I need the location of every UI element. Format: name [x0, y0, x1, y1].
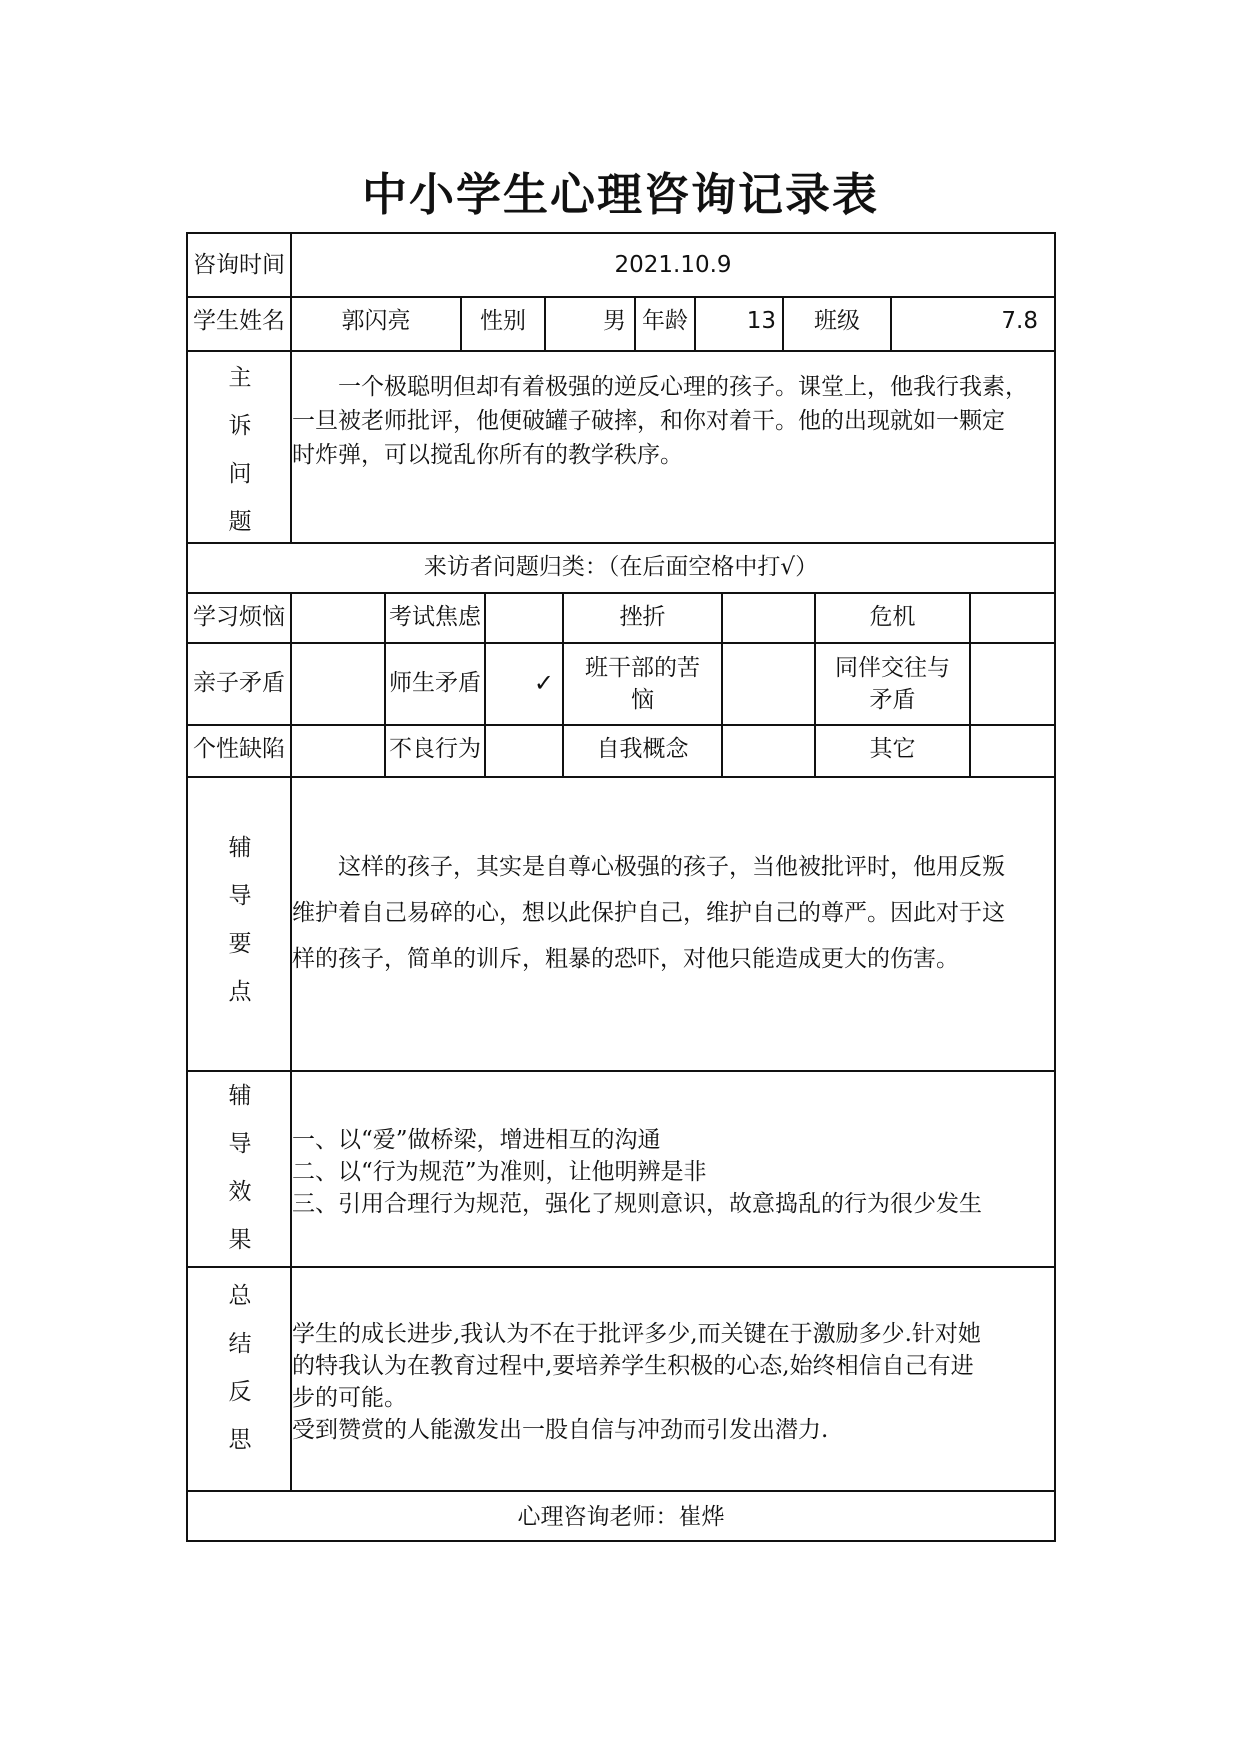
category-self-concept: 自我概念 [596, 736, 689, 762]
page-title: 中小学生心理咨询记录表 [361, 168, 879, 221]
category-bad-behavior: 不良行为 [389, 736, 481, 762]
complaint-label: 主 诉 问 题 [228, 365, 252, 535]
time-label: 咨询时间 [193, 252, 285, 278]
category-parent-child-conflict: 亲子矛盾 [193, 670, 285, 696]
name-label: 学生姓名 [193, 308, 285, 334]
category-study-trouble: 学习烦恼 [193, 604, 285, 630]
guidance-points-label: 辅 导 要 点 [228, 835, 252, 1005]
category-other: 其它 [869, 736, 916, 762]
age-label: 年龄 [642, 308, 688, 334]
category-crisis: 危机 [869, 604, 916, 630]
category-cadre-trouble: 班干部的苦 恼 [585, 655, 700, 713]
category-exam-anxiety: 考试焦虑 [389, 604, 481, 630]
category-personality-defect: 个性缺陷 [193, 736, 285, 762]
class-label: 班级 [814, 308, 860, 334]
guidance-effect-label: 辅 导 效 果 [228, 1083, 252, 1253]
guidance-points-text: 这样的孩子，其实是自尊心极强的孩子，当他被批评时，他用反叛 维护着自己易碎的心，想以此保护自己，维护自己的尊严。因此对于这 样的孩子，简单的训斥，粗暴的恐吓，对他只能造成更大的伤害。 [292, 854, 1005, 972]
guidance-effect-text: 一、以“爱”做桥梁，增进相互的沟通 二、以“行为规范”为准则，让他明辨是非 三、引用合理行为规范，强化了规则意识，故意捣乱的行为很少发生 [292, 1127, 982, 1217]
category-peer-relations: 同伴交往与 矛盾 [835, 655, 950, 713]
summary-text: 学生的成长进步,我认为不在于批评多少,而关键在于激励多少.针对她 的特我认为在教育过程中,要培养学生积极的心态,始终相信自己有进 步的可能。 受到赞赏的人能激发出一股自信与冲劲而引发出潜力. [292, 1321, 981, 1443]
time-value: 2021.10.9 [614, 252, 732, 278]
gender-label: 性别 [480, 308, 526, 334]
category-teacher-student-conflict: 师生矛盾 [389, 670, 481, 696]
consultation-record-table [186, 232, 1056, 1542]
category-heading: 来访者问题归类：（在后面空格中打√） [423, 554, 819, 580]
category-frustration: 挫折 [619, 604, 666, 630]
student-class: 7.8 [1001, 308, 1038, 334]
complaint-text: 一个极聪明但却有着极强的逆反心理的孩子。课堂上，他我行我素， 一旦被老师批评，他便破罐子破摔，和你对着干。他的出现就如一颗定 时炸弹，可以搅乱你所有的教学秩序。 [292, 374, 1028, 468]
summary-label: 总 结 反 思 [228, 1283, 252, 1453]
student-gender: 男 [603, 308, 626, 334]
student-age: 13 [746, 308, 776, 334]
student-name: 郭闪亮 [341, 308, 411, 334]
check-mark: ✓ [533, 669, 554, 697]
counselor-signature: 心理咨询老师：崔烨 [517, 1504, 725, 1530]
